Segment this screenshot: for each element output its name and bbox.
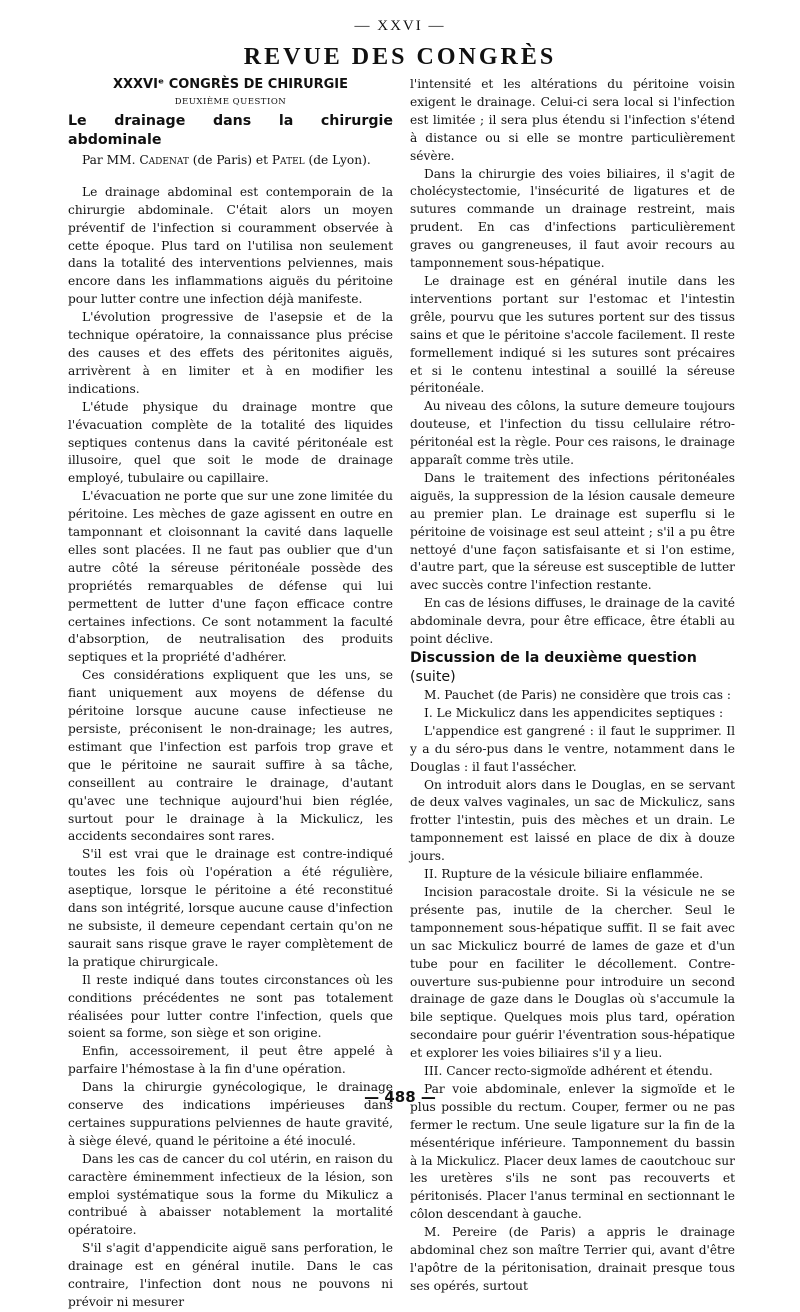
question-label: DEUXIÈME QUESTION bbox=[174, 97, 287, 107]
running-head: — XXVI — bbox=[354, 18, 446, 34]
paragraph: L'évolution progressive de l'asepsie et de la technique opératoire, la connaissance plus précise des causes et des effets des péritonites aiguës, arrivèrent à en limiter et à en modifier les indications. bbox=[68, 310, 393, 396]
author-patel: Patel bbox=[271, 152, 305, 167]
paragraph: Enfin, accessoirement, il peut être appelé à parfaire l'hémostase à la fin d'une opération. bbox=[68, 1044, 393, 1077]
paragraph: III. Cancer recto-sigmoïde adhérent et étendu. bbox=[424, 1064, 713, 1079]
byline-prefix: Par MM. bbox=[82, 152, 136, 167]
discussion-title bbox=[410, 649, 735, 687]
paragraph: M. Pauchet (de Paris) ne considère que trois cas : bbox=[424, 688, 732, 702]
paragraph: Ces considérations expliquent que les uns, se fiant uniquement aux moyens de défense du péritoine lorsque aucune cause infectieuse ne persiste, préconisent le non-drainage; les autres, estimant que l'infection est parfois trop grave et que le péritoine ne saurait suffire à sa tâche, conseillent au contraire le drainage, d'autant qu'avec une technique aujourd'hui bien réglée, surtout pour le drainage à la Mickulicz, les accidents secondaires sont rares. bbox=[68, 668, 393, 844]
author-cadenat: Cadenat bbox=[139, 152, 189, 167]
author-cadenat-location: (de Paris) et bbox=[192, 152, 268, 167]
paragraph: S'il s'agit d'appendicite aiguë sans perforation, le drainage est en général inutile. Dans le cas contraire, l'infection dont nous ne pouvons ni prévoir ni mesurer bbox=[68, 1241, 393, 1309]
section-title: REVUE DES CONGRÈS bbox=[243, 44, 557, 70]
paragraph: Au niveau des côlons, la suture demeure toujours douteuse, et l'infection du tissu cellulaire rétro-péritonéal est la règle. Pour ces raisons, le drainage apparaît comme très utile. bbox=[410, 399, 735, 468]
paragraph: I. Le Mickulicz dans les appendicites septiques : bbox=[424, 705, 724, 720]
author-patel-location: (de Lyon). bbox=[308, 152, 371, 167]
paragraph: Le drainage abdominal est contemporain de la chirurgie abdominale. C'était alors un moyen préventif de l'infection si couramment observée à cette époque. Plus tard on l'utilisa non seulement dans la totalité des interventions pelviennes, mais encore dans les inflammations aiguës du péritoine pour lutter contre une infection déjà manifeste. bbox=[68, 184, 393, 307]
right-column bbox=[410, 76, 735, 1296]
paragraph: Dans la chirurgie des voies biliaires, il s'agit de cholécystectomie, l'insécurité de ligatures et de sutures commande un drainage restreint, mais prudent. En cas d'infections particulièrement graves ou gangreneuses, il faut avoir recours au tamponnement sous-hépatique. bbox=[410, 166, 735, 271]
paragraph: S'il est vrai que le drainage est contre-indiqué toutes les fois où l'opération a été régulière, aseptique, lorsque le péritoine a été reconstitué dans son intégrité, lorsque aucune cause d'infection ne subsiste, il demeure cependant certain qu'on ne saurait sans risque grave le rayer complètement de la pratique chirurgicale. bbox=[68, 847, 393, 969]
discussion-title-text: Discussion de la deuxième question bbox=[410, 650, 697, 666]
paragraph: Incision paracostale droite. Si la vésicule ne se présente pas, inutile de la chercher. Seul le tamponnement sous-hépatique suffit. Il se fait avec un sac Mickulicz bourré de lames de gaze et d'un tube pour en faciliter le décollement. Contre-ouverture sus-pubienne pour introduire un second drainage de gaze dans le Douglas où s'accumule la bile septique. Quelques mois plus tard, opération secondaire pour guérir l'éventration sous-hépatique et explorer les voies biliaires s'il y a lieu. bbox=[410, 884, 735, 1061]
paragraph: L'appendice est gangrené : il faut le supprimer. Il y a du séro-pus dans le ventre, notamment dans le Douglas : il faut l'assécher. bbox=[410, 723, 735, 774]
discussion-suite: (suite) bbox=[410, 669, 456, 685]
left-column bbox=[68, 76, 393, 1312]
paragraph: Par voie abdominale, enlever la sigmoïde et le plus possible du rectum. Couper, fermer ou ne pas fermer le rectum. Une seule ligature sur la fin de la mésentérique inférieure. Tamponnement du bassin à la Mickulicz. Placer deux lames de caoutchouc sur les uretères s'ils ne sont pas recouverts et péritonisés. Placer l'anus terminal en sectionnant le côlon descendant à gauche. bbox=[410, 1081, 735, 1222]
paragraph: II. Rupture de la vésicule biliaire enflammée. bbox=[424, 867, 704, 882]
paragraph: En cas de lésions diffuses, le drainage de la cavité abdominale devra, pour être efficace, être établi au point déclive. bbox=[410, 596, 735, 647]
paragraph: L'évacuation ne porte que sur une zone limitée du péritoine. Les mèches de gaze agissent en outre en tamponnant et cloisonnant la cavité dans laquelle elles sont placées. Il ne faut pas oublier que d'un autre côté la séreuse péritonéale possède des propriétés remarquables de défense qui lui permettent de lutter d'une façon efficace contre certaines infections. Ce sont notamment la faculté d'absorption, de neutralisation des produits septiques et la propriété d'adhérer. bbox=[68, 489, 393, 665]
paragraph: On introduit alors dans le Douglas, en se servant de deux valves vaginales, un sac de Mickulicz, sans frotter l'intestin, puis des mèches et un drain. Le tamponnement est laissé en place de dix à douze jours. bbox=[410, 777, 735, 864]
paragraph: Dans les cas de cancer du col utérin, en raison du caractère éminemment infectieux de la lésion, son emploi systématique sous la forme du Mikulicz a contribué à abaisser notablement la mortalité opératoire. bbox=[68, 1151, 393, 1238]
paragraph: M. Pereire (de Paris) a appris le drainage abdominal chez son maître Terrier qui, avant d'être l'apôtre de la péritonisation, drainait presque tous ses opérés, surtout bbox=[410, 1225, 735, 1293]
paragraph-continued: l'intensité et les altérations du péritoine voisin exigent le drainage. Celui-ci sera local si l'infection est limitée ; il sera plus étendu si l'infection s'étend à distance ou si elle se montre particulièrement sévère. bbox=[410, 77, 735, 163]
paragraph: Le drainage est en général inutile dans les interventions portant sur l'estomac et l'intestin grêle, pourvu que les sutures portent sur des tissus sains et que le péritoine s'accole facilement. Il reste formellement indiqué si les sutures sont précaires et si le contenu intestinal a souillé la séreuse péritonéale. bbox=[410, 273, 735, 396]
paragraph: L'étude physique du drainage montre que l'évacuation complète de la totalité des liquides septiques contenus dans la cavité péritonéale est illusoire, quel que soit le mode de drainage employé, tubulaire ou capillaire. bbox=[68, 399, 393, 486]
congress-title: XXXVIᵉ CONGRÈS DE CHIRURGIE bbox=[112, 77, 349, 92]
article-title: Le drainage dans la chirurgie abdominale bbox=[68, 112, 393, 148]
paragraph: Il reste indiqué dans toutes circonstances où les conditions précédentes ne sont pas totalement réalisées pour lutter contre l'infection, quels que soient sa forme, son siège et son origine. bbox=[68, 972, 393, 1041]
page-number: — 488 — bbox=[364, 1088, 436, 1106]
paragraph: Dans le traitement des infections péritonéales aiguës, la suppression de la lésion causale demeure au premier plan. Le drainage est superflu si le péritoine de voisinage est seul atteint ; s'il a pu être nettoyé d'une façon satisfaisante et si l'on estime, d'autre part, que la séreuse est susceptible de lutter avec succès contre l'infection restante. bbox=[410, 470, 735, 593]
paragraph: Dans la chirurgie gynécologique, le drainage conserve des indications impérieuses dans certaines suppurations pelviennes de haute gravité, à siège élevé, quand le péritoine a été inoculé. bbox=[68, 1080, 393, 1148]
byline bbox=[68, 152, 393, 170]
